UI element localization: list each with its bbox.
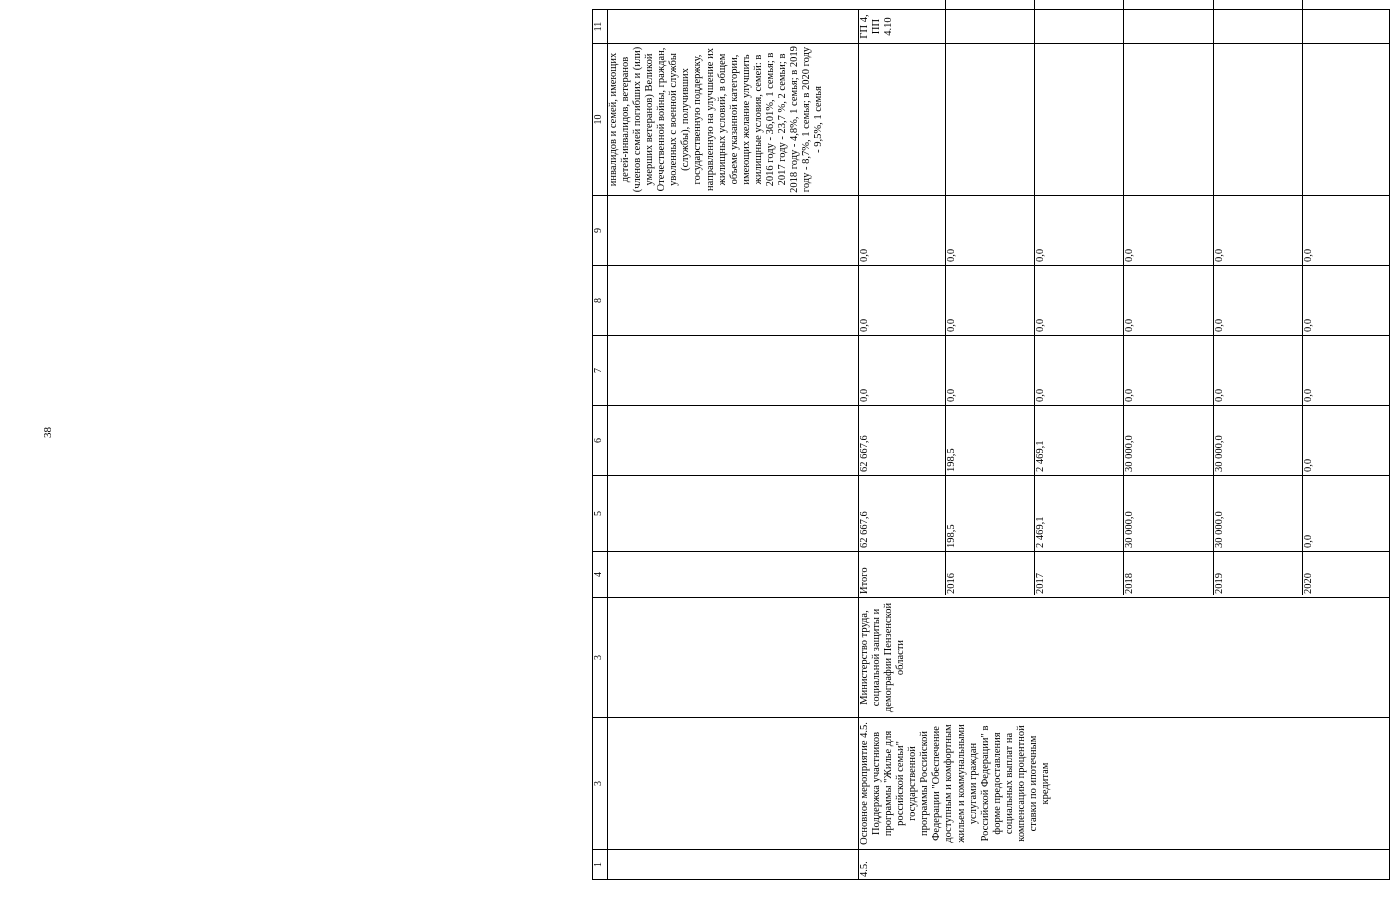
list-item: 2 469,1 — [1035, 0, 1124, 549]
col10-cell — [859, 44, 1390, 196]
table-row-continuation — [608, 10, 859, 880]
header-cell-6: 6 — [593, 406, 608, 476]
header-cell-4: 4 — [593, 552, 608, 598]
col8-cell — [859, 266, 1390, 336]
col5-cell — [859, 476, 1390, 552]
list-item: 0,0 — [1303, 248, 1315, 262]
list-item: Итого — [859, 0, 945, 595]
list-item: 0,0 — [1035, 0, 1124, 263]
table-cell — [608, 266, 859, 336]
header-row — [593, 10, 608, 880]
list-item: 0,0 — [1124, 0, 1213, 263]
header-cell-11: 11 — [593, 10, 608, 44]
header-cell-3: 3 — [593, 598, 608, 718]
list-item: 30 000,0 — [1213, 0, 1302, 473]
program-code-cell: ГП 4, ПП 4.10 — [859, 10, 1390, 44]
list-item: 30 000,0 — [1213, 0, 1302, 549]
col9-cell — [859, 196, 1390, 266]
list-item: 0,0 — [1213, 0, 1302, 403]
years-cell — [859, 552, 1390, 598]
list-item: 198,5 — [945, 0, 1034, 473]
list-item: 2019 — [1213, 0, 1302, 595]
list-item: 0,0 — [945, 0, 1034, 263]
list-item: 62 667,6 — [859, 0, 945, 473]
table-cell — [608, 476, 859, 552]
header-cell-1: 1 — [593, 850, 608, 880]
list-item: 0,0 — [859, 0, 945, 333]
list-item: 2020 — [1303, 573, 1315, 594]
list-item: 30 000,0 — [1124, 0, 1213, 473]
list-item: 0,0 — [1303, 534, 1315, 548]
rotated-table-canvas — [592, 10, 1315, 880]
activity-cell: Основное мероприятие 4.5. Поддержка участников программы "Жилье для российской семьи" государственной программы Российской Федерации "Обеспечение доступным и комфортным жильем и коммунальными услугами граждан Российской Федерации" в форме предоставления социальных выплат на компенсацию процентной ставки по ипотечным кредитам — [859, 718, 1390, 850]
executor-cell: Министерство труда, социальной защиты и демографии Пензенской области — [859, 598, 1390, 718]
list-item: 0,0 — [1303, 388, 1315, 402]
table-cell — [608, 552, 859, 598]
list-item: 0,0 — [1124, 0, 1213, 403]
list-item: 62 667,6 — [859, 0, 945, 549]
header-cell-8: 8 — [593, 266, 608, 336]
list-item: 0,0 — [945, 0, 1034, 333]
table-cell — [608, 10, 859, 44]
header-cell-9: 9 — [593, 196, 608, 266]
row-number: 4.5. — [859, 850, 1390, 880]
table-cell — [608, 718, 859, 850]
list-item: 0,0 — [1213, 0, 1302, 333]
header-cell-10: 10 — [593, 44, 608, 196]
list-item: 0,0 — [1035, 0, 1124, 403]
col7-cell — [859, 336, 1390, 406]
indicator-text-cell: инвалидов и семей, имеющих детей-инвалидов, ветеранов (членов семей погибших и (или) умерших ветеранов) Великой Отечественной войны, граждан, уволенных с военной службы (службы), получивших государственную поддержку, направленную на улучшение их жилищных условий, в общем объеме указанной категории, имеющих желание улучшить жилищные условия, семей: в 2016 году - 36,01%, 1 семья; в 2017 году - 23,7 %, 2 семьи; в 2018 году - 4,8%, 1 семья; в 2019 году - 8,7%, 1 семья; в 2020 году - 9,5%, 1 семья — [608, 44, 859, 196]
table-cell — [608, 336, 859, 406]
header-cell-2: 3 — [593, 718, 608, 850]
table-cell — [608, 196, 859, 266]
page-number: 38 — [42, 427, 54, 438]
header-cell-7: 7 — [593, 336, 608, 406]
col6-cell — [859, 406, 1390, 476]
table-cell — [608, 406, 859, 476]
list-item: 0,0 — [1124, 0, 1213, 333]
list-item: 2018 — [1124, 0, 1213, 595]
list-item: 2016 — [945, 0, 1034, 595]
table-cell — [608, 850, 859, 880]
program-table — [592, 9, 1390, 880]
list-item: 0,0 — [859, 0, 945, 403]
table-cell — [608, 598, 859, 718]
list-item: 0,0 — [945, 0, 1034, 403]
list-item: 198,5 — [945, 0, 1034, 549]
list-item: 0,0 — [1035, 0, 1124, 333]
list-item: 2017 — [1035, 0, 1124, 595]
list-item: 2 469,1 — [1035, 0, 1124, 473]
list-item: 0,0 — [1213, 0, 1302, 263]
list-item: 0,0 — [1303, 318, 1315, 332]
list-item: 30 000,0 — [1124, 0, 1213, 549]
list-item: 0,0 — [859, 0, 945, 263]
table-row-4-5 — [859, 10, 1390, 880]
list-item: 0,0 — [1303, 458, 1315, 472]
header-cell-5: 5 — [593, 476, 608, 552]
